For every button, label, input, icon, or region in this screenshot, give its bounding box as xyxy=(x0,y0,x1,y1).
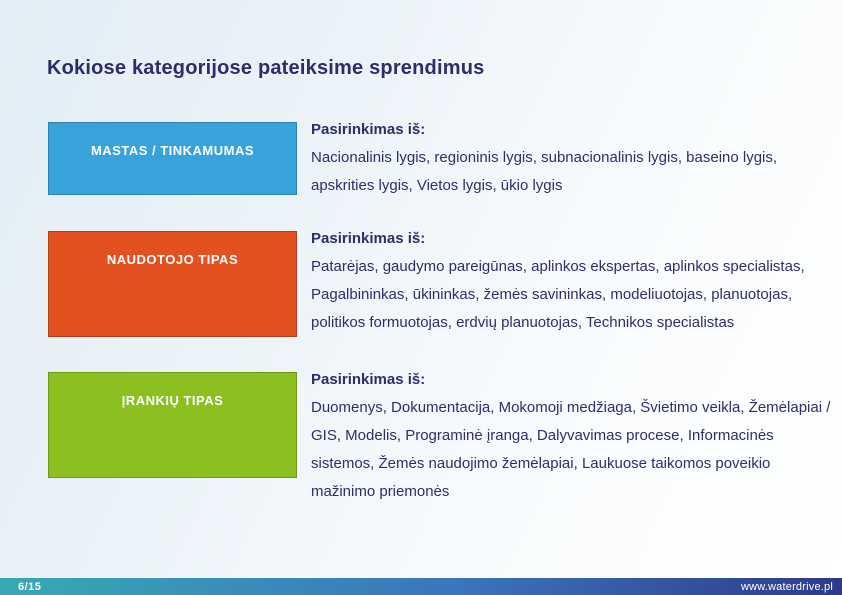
page-title: Kokiose kategorijose pateiksime sprendimus xyxy=(47,57,485,80)
list-body: Nacionalinis lygis, regioninis lygis, subnacionalinis lygis, baseino lygis, apskrities lygis, Vietos lygis, ūkio lygis xyxy=(311,149,778,194)
page-number: 6/15 xyxy=(18,580,42,593)
list-heading: Pasirinkimas iš: xyxy=(311,121,426,138)
section-text xyxy=(311,366,835,506)
category-box-label: MASTAS / TINKAMUMAS xyxy=(90,143,255,158)
list-heading: Pasirinkimas iš: xyxy=(311,371,426,388)
list-body: Duomenys, Dokumentacija, Mokomoji medžiaga, Švietimo veikla, Žemėlapiai / GIS, Modelis, Programinė įranga, Dalyvavimas procese, Informacinės sistemos, Žemės naudojimo žemėlapiai, Laukuose taikomos poveikio mažinimo priemonės xyxy=(311,399,831,500)
category-box-mastas-tinkamumas xyxy=(48,122,297,195)
category-box-label: NAUDOTOJO TIPAS xyxy=(106,252,239,267)
category-box-naudotojo-tipas xyxy=(48,231,297,337)
footer-bar xyxy=(0,578,842,595)
website-link[interactable]: www.waterdrive.pl xyxy=(740,580,833,593)
section-text xyxy=(311,116,835,200)
list-body: Patarėjas, gaudymo pareigūnas, aplinkos ekspertas, aplinkos specialistas, Pagalbininkas, ūkininkas, žemės savininkas, modeliuotojas, planuotojas, politikos formuotojas, erdvių planuotojas, Technikos specialistas xyxy=(311,258,805,331)
section-text xyxy=(311,225,835,337)
list-heading: Pasirinkimas iš: xyxy=(311,230,426,247)
category-box-irankiu-tipas xyxy=(48,372,297,478)
category-box-label: ĮRANKIŲ TIPAS xyxy=(121,393,224,408)
